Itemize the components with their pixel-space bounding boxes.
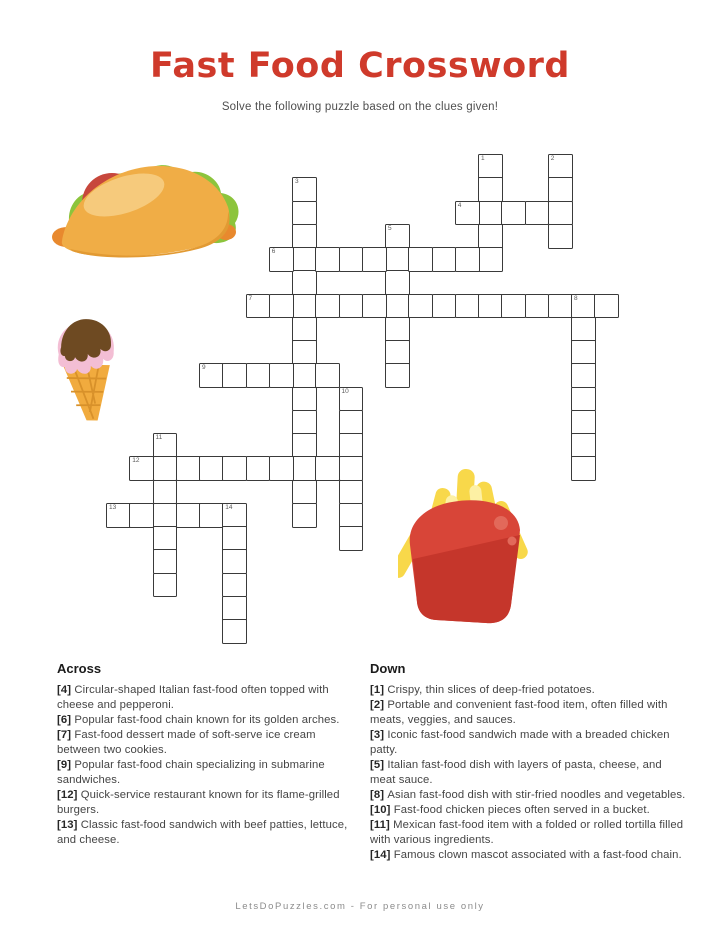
clue-item	[370, 683, 688, 698]
clue-number: [10]	[370, 804, 394, 816]
page-title: Fast Food Crossword	[150, 46, 570, 86]
across-clue-list	[57, 683, 360, 848]
cell-number: 1	[481, 155, 485, 162]
cell-number: 8	[574, 294, 578, 302]
cell-number: 6	[271, 248, 276, 255]
cell-number: 12	[132, 457, 140, 465]
grid-cell[interactable]	[548, 224, 573, 249]
clue-number: [8]	[370, 789, 388, 801]
clue-text: Mexican fast-food item with a folded or rolled tortilla filled with various ingredients.	[370, 819, 684, 846]
grid-cell[interactable]	[408, 247, 433, 272]
clue-item	[57, 713, 360, 728]
grid-cell[interactable]	[548, 177, 573, 202]
clue-number: [11]	[370, 819, 394, 831]
clue-text: Fast-food dessert made of soft-serve ice cream between two cookies.	[57, 729, 316, 756]
grid-cell[interactable]	[339, 480, 364, 505]
grid-cell[interactable]	[571, 410, 596, 435]
grid-cell[interactable]	[315, 456, 340, 481]
across-clues-section	[57, 661, 360, 848]
grid-cell[interactable]	[594, 294, 619, 319]
clue-number: [7]	[57, 729, 75, 741]
clue-text: Crispy, thin slices of deep-fried potatoes.	[387, 684, 595, 696]
grid-cell[interactable]	[269, 363, 294, 388]
grid-cell[interactable]	[292, 410, 317, 435]
grid-cell[interactable]	[571, 317, 596, 342]
grid-cell[interactable]	[129, 503, 154, 528]
across-heading: Across	[57, 661, 102, 676]
crossword-grid	[106, 154, 619, 644]
grid-cell[interactable]	[339, 456, 364, 481]
grid-cell[interactable]	[548, 201, 573, 226]
grid-cell[interactable]	[478, 294, 503, 319]
grid-cell[interactable]	[292, 480, 317, 505]
grid-cell[interactable]	[176, 456, 201, 481]
grid-cell[interactable]	[199, 363, 224, 388]
grid-cell[interactable]	[571, 433, 596, 458]
grid-cell[interactable]	[525, 201, 550, 226]
grid-cell[interactable]	[571, 294, 596, 319]
clue-text: Italian fast-food dish with layers of pasta, cheese, and meat sauce.	[370, 759, 662, 786]
grid-cell[interactable]	[269, 247, 294, 272]
grid-cell[interactable]	[292, 177, 317, 202]
clue-item	[57, 728, 360, 758]
grid-cell[interactable]	[432, 247, 457, 272]
clue-text: Circular-shaped Italian fast-food often topped with cheese and pepperoni.	[57, 684, 329, 711]
grid-cell[interactable]	[571, 363, 596, 388]
grid-cell[interactable]	[106, 503, 131, 528]
grid-cell[interactable]	[571, 456, 596, 481]
grid-cell[interactable]	[292, 294, 317, 319]
clue-item	[57, 683, 360, 713]
grid-cell[interactable]	[246, 456, 271, 481]
clue-number: [2]	[370, 699, 388, 711]
grid-cell[interactable]	[385, 247, 410, 272]
grid-cell[interactable]	[153, 480, 178, 505]
grid-cell[interactable]	[455, 201, 480, 226]
grid-cell[interactable]	[269, 456, 294, 481]
grid-cell[interactable]	[246, 363, 271, 388]
grid-cell[interactable]	[315, 363, 340, 388]
grid-cell[interactable]	[385, 224, 410, 249]
grid-cell[interactable]	[548, 154, 573, 179]
grid-cell[interactable]	[548, 294, 573, 319]
clue-item	[370, 803, 688, 818]
clue-item	[370, 758, 688, 788]
clue-item	[370, 728, 688, 758]
clue-item	[370, 788, 688, 803]
cell-number: 5	[388, 224, 392, 232]
grid-cell[interactable]	[176, 503, 201, 528]
page-subtitle: Solve the following puzzle based on the clues given!	[221, 101, 499, 113]
grid-cell[interactable]	[222, 526, 247, 551]
grid-cell[interactable]	[339, 526, 364, 551]
grid-cell[interactable]	[385, 317, 410, 342]
clue-text: Asian fast-food dish with stir-fried noodles and vegetables.	[387, 789, 686, 801]
grid-cell[interactable]	[153, 573, 178, 598]
cell-number: 3	[295, 178, 299, 186]
grid-cell[interactable]	[385, 294, 410, 319]
grid-cell[interactable]	[339, 294, 364, 319]
grid-cell[interactable]	[571, 387, 596, 412]
grid-cell[interactable]	[292, 247, 317, 272]
clue-text: Popular fast-food chain specializing in submarine sandwiches.	[57, 759, 325, 786]
clue-text: Portable and convenient fast-food item, often filled with meats, veggies, and sauces.	[370, 699, 668, 726]
clue-text: Popular fast-food chain known for its golden arches.	[74, 714, 340, 726]
grid-cell[interactable]	[292, 456, 317, 481]
clue-number: [6]	[57, 714, 75, 726]
clue-number: [12]	[57, 789, 81, 801]
grid-cell[interactable]	[292, 433, 317, 458]
grid-cell[interactable]	[222, 503, 247, 528]
grid-cell[interactable]	[292, 340, 317, 365]
grid-cell[interactable]	[222, 363, 247, 388]
grid-cell[interactable]	[478, 201, 503, 226]
grid-cell[interactable]	[269, 294, 294, 319]
clue-text: Iconic fast-food sandwich made with a breaded chicken patty.	[370, 729, 670, 756]
grid-cell[interactable]	[385, 340, 410, 365]
grid-cell[interactable]	[246, 294, 271, 319]
clue-number: [13]	[57, 819, 81, 831]
grid-cell[interactable]	[408, 294, 433, 319]
clue-item	[57, 818, 360, 848]
down-clues-section	[370, 661, 688, 863]
clue-item	[370, 848, 688, 863]
grid-cell[interactable]	[222, 619, 247, 644]
grid-cell[interactable]	[292, 270, 317, 295]
down-clue-list	[370, 683, 688, 863]
grid-cell[interactable]	[292, 201, 317, 226]
clue-item	[370, 698, 688, 728]
clue-item	[57, 758, 360, 788]
grid-cell[interactable]	[199, 503, 224, 528]
grid-cell[interactable]	[339, 410, 364, 435]
grid-cell[interactable]	[292, 317, 317, 342]
grid-cell[interactable]	[129, 456, 154, 481]
grid-cell[interactable]	[339, 387, 364, 412]
cell-number: 11	[155, 434, 163, 441]
cell-number: 4	[457, 201, 462, 209]
grid-cell[interactable]	[153, 526, 178, 551]
grid-cell[interactable]	[292, 387, 317, 412]
clue-text: Famous clown mascot associated with a fast-food chain.	[393, 849, 682, 861]
clue-text: Classic fast-food sandwich with beef patties, lettuce, and cheese.	[57, 819, 348, 846]
grid-cell[interactable]	[501, 294, 526, 319]
grid-cell[interactable]	[478, 154, 503, 179]
grid-cell[interactable]	[478, 224, 503, 249]
grid-cell[interactable]	[153, 503, 178, 528]
grid-cell[interactable]	[315, 294, 340, 319]
footer-text: LetsDoPuzzles.com - For personal use only	[235, 901, 485, 912]
grid-cell[interactable]	[339, 503, 364, 528]
clue-number: [3]	[370, 729, 388, 741]
grid-cell[interactable]	[385, 270, 410, 295]
clue-number: [14]	[370, 849, 394, 861]
grid-cell[interactable]	[385, 363, 410, 388]
grid-cell[interactable]	[315, 247, 340, 272]
clue-text: Fast-food chicken pieces often served in a bucket.	[393, 804, 650, 816]
grid-cell[interactable]	[478, 247, 503, 272]
grid-cell[interactable]	[292, 224, 317, 249]
grid-cell[interactable]	[455, 294, 480, 319]
grid-cell[interactable]	[153, 549, 178, 574]
cell-number: 10	[341, 387, 349, 395]
grid-cell[interactable]	[339, 247, 364, 272]
cell-number: 9	[202, 364, 206, 372]
clue-item	[370, 818, 688, 848]
grid-cell[interactable]	[432, 294, 457, 319]
grid-cell[interactable]	[501, 201, 526, 226]
cell-number: 2	[550, 155, 555, 162]
clue-number: [9]	[57, 759, 75, 771]
clue-text: Quick-service restaurant known for its flame-grilled burgers.	[57, 789, 340, 816]
clue-number: [5]	[370, 759, 388, 771]
grid-cell[interactable]	[455, 247, 480, 272]
grid-cell[interactable]	[362, 247, 387, 272]
grid-cell[interactable]	[362, 294, 387, 319]
cell-number: 14	[225, 503, 233, 511]
grid-cell[interactable]	[478, 177, 503, 202]
grid-cell[interactable]	[153, 456, 178, 481]
cell-number: 13	[109, 503, 117, 511]
grid-cell[interactable]	[153, 433, 178, 458]
grid-cell[interactable]	[292, 503, 317, 528]
grid-cell[interactable]	[222, 456, 247, 481]
grid-cell[interactable]	[525, 294, 550, 319]
grid-cell[interactable]	[571, 340, 596, 365]
clue-item	[57, 788, 360, 818]
grid-cell[interactable]	[339, 433, 364, 458]
clue-number: [1]	[370, 684, 388, 696]
grid-cell[interactable]	[222, 596, 247, 621]
grid-cell[interactable]	[222, 573, 247, 598]
grid-cell[interactable]	[222, 549, 247, 574]
grid-cell[interactable]	[292, 363, 317, 388]
grid-cell[interactable]	[199, 456, 224, 481]
down-heading: Down	[370, 661, 406, 676]
clue-number: [4]	[57, 684, 75, 696]
cell-number: 7	[248, 294, 253, 302]
